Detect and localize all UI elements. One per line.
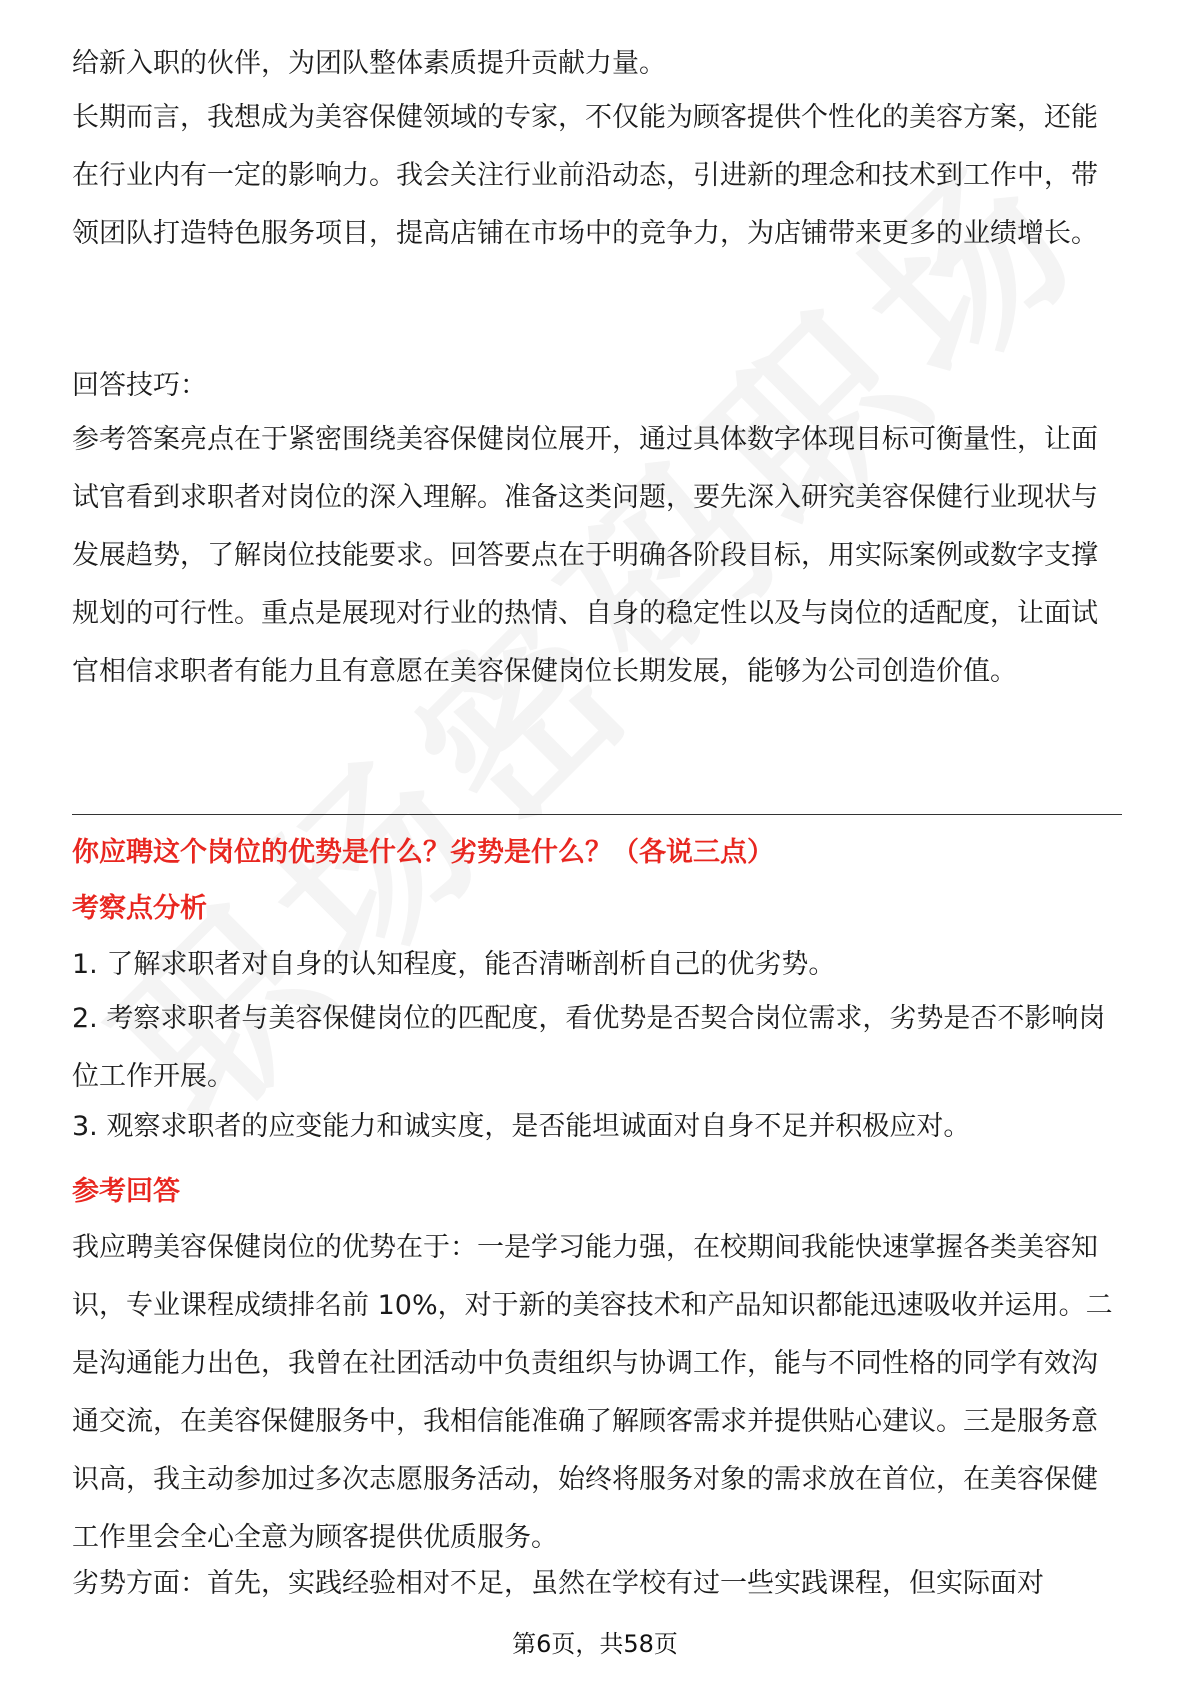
- tips-paragraph: 参考答案亮点在于紧密围绕美容保健岗位展开，通过具体数字体现目标可衡量性，让面试官看到求职者对岗位的深入理解。准备这类问题，要先深入研究美容保健行业现状与发展趋势，了解岗位技能要求。回答要点在于明确各阶段目标，用实际案例或数字支撑规划的可行性。重点是展现对行业的热情、自身的稳定性以及与岗位的适配度，让面试官相信求职者有能力且有意愿在美容保健岗位长期发展，能够为公司创造价值。: [72, 424, 1098, 687]
- analysis-heading: 考察点分析: [72, 893, 207, 924]
- analysis-item-2: 2. 考察求职者与美容保健岗位的匹配度，看优势是否契合岗位需求，劣势是否不影响岗位工作开展。: [72, 1003, 1106, 1092]
- question-title: 你应聘这个岗位的优势是什么？劣势是什么？（各说三点）: [72, 837, 774, 868]
- paragraph-long-term-goal: 长期而言，我想成为美容保健领域的专家，不仅能为顾客提供个性化的美容方案，还能在行业内有一定的影响力。我会关注行业前沿动态，引进新的理念和技术到工作中，带领团队打造特色服务项目，提高店铺在市场中的竞争力，为店铺带来更多的业绩增长。: [72, 102, 1098, 249]
- answer-weaknesses: 劣势方面：首先，实践经验相对不足，虽然在学校有过一些实践课程，但实际面对: [72, 1568, 1044, 1599]
- analysis-item-3: 3. 观察求职者的应变能力和诚实度，是否能坦诚面对自身不足并积极应对。: [72, 1111, 971, 1142]
- analysis-item-1: 1. 了解求职者对自身的认知程度，能否清晰剖析自己的优劣势。: [72, 949, 836, 980]
- paragraph-intro-tail: 给新入职的伙伴，为团队整体素质提升贡献力量。: [72, 48, 666, 79]
- answer-heading: 参考回答: [72, 1176, 180, 1207]
- section-divider: [72, 814, 1122, 815]
- page-number: 第6页，共58页: [512, 1630, 678, 1658]
- answer-strengths: 我应聘美容保健岗位的优势在于：一是学习能力强，在校期间我能快速掌握各类美容知识，专业课程成绩排名前 10%，对于新的美容技术和产品知识都能迅速吸收并运用。二是沟通能力出色，我曾在社团活动中负责组织与协调工作，能与不同性格的同学有效沟通交流，在美容保健服务中，我相信能准确了解顾客需求并提供贴心建议。三是服务意识高，我主动参加过多次志愿服务活动，始终将服务对象的需求放在首位，在美容保健工作里会全心全意为顾客提供优质服务。: [72, 1232, 1113, 1553]
- tips-heading: 回答技巧：: [72, 370, 207, 401]
